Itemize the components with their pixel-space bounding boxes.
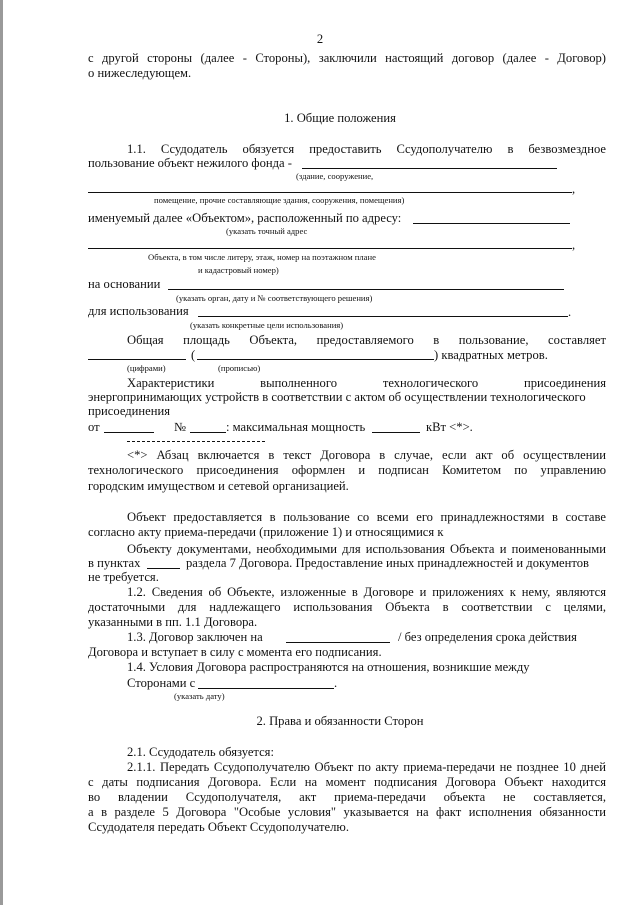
p13-line-1-a: 1.3. Договор заключен на [127, 630, 263, 644]
p12-line-3: указанными в пп. 1.1 Договора. [88, 615, 258, 629]
p211-line-3: во владении Ссудополучателя, акт приема-передачи объекта не составляется, [88, 790, 606, 804]
blank-tech-date[interactable] [104, 432, 154, 433]
p12-line-2: достаточными для надлежащего использования Объекта в соответствии с целями, [88, 600, 606, 614]
tech-from: от [88, 420, 100, 434]
blank-basis[interactable] [168, 289, 564, 290]
blank-contract-term[interactable] [286, 642, 390, 643]
blank-use[interactable] [198, 316, 568, 317]
p211-line-5: Ссудодателя передать Объект Ссудополучателю. [88, 820, 349, 834]
hint-basis: (указать орган, дату и № соответствующего решения) [176, 293, 373, 303]
area-paren-open: ( [191, 348, 196, 362]
comma-2: , [572, 238, 576, 252]
hint-building: (здание, сооружение, [296, 171, 374, 181]
p14-line-1: 1.4. Условия Договора распространяются на отношения, возникшие между [127, 660, 530, 674]
hint-object-1: Объекта, в том числе литеру, этаж, номер на поэтажном плане [148, 252, 376, 262]
page-number: 2 [316, 32, 324, 46]
footnote-line-1: <*> Абзац включается в текст Договора в случае, если акт об осуществлении [127, 448, 606, 462]
tech-line-2: энергопринимающих устройств в соответствии с актом об осуществлении технологического [88, 390, 586, 404]
p12-line-1: 1.2. Сведения об Объекте, изложенные в Договоре и приложениях к нему, являются [127, 585, 606, 599]
docs-line-2-a: в пунктах [88, 556, 141, 570]
dot-use: . [568, 305, 572, 319]
footnote-line-2: технологического присоединения оформлен и подписан Комитетом по управлению [88, 463, 606, 477]
blank-area-words[interactable] [197, 359, 434, 360]
hint-words: (прописью) [218, 363, 261, 373]
p14-line-2: Сторонами с [127, 676, 196, 690]
p14-dot: . [334, 676, 338, 690]
tech-power: : максимальная мощность [226, 420, 366, 434]
section-1-title: 1. Общие положения [284, 111, 396, 125]
p211-line-1: 2.1.1. Передать Ссудополучателю Объект по акту приема-передачи не позднее 10 дней [127, 760, 606, 774]
hint-use: (указать конкретные цели использования) [190, 320, 344, 330]
p11-line-1: 1.1. Ссудодатель обязуется предоставить Ссудополучателю в безвозмездное [127, 142, 606, 156]
blank-address[interactable] [413, 223, 570, 224]
footnote-separator [127, 441, 265, 442]
footnote-line-3: городским имуществом и сетевой организацией. [88, 479, 349, 493]
p211-line-2: с даты подписания Договора. Если на момент подписания Договора Объект находится [88, 775, 606, 789]
use-label: для использования [88, 304, 189, 318]
named-line: именуемый далее «Объектом», расположенный по адресу: [88, 211, 402, 225]
tech-line-1: Характеристики выполненного технологического присоединения [127, 376, 606, 390]
p21: 2.1. Ссудодатель обязуется: [127, 745, 274, 759]
p211-line-4: а в разделе 5 Договора "Особые условия" указывается на факт исполнения обязанности [88, 805, 606, 819]
hint-premises: помещение, прочие составляющие здания, сооружения, помещения) [154, 195, 405, 205]
blank-object[interactable] [302, 168, 557, 169]
hint-object-2: и кадастровый номер) [198, 265, 279, 275]
p13-line-1-b: / без определения срока действия [398, 630, 577, 644]
scan-edge [0, 0, 3, 905]
transfer-line-2: согласно акту приема-передачи (приложение 1) и относящимися к [88, 525, 444, 539]
blank-object-cont[interactable] [88, 192, 572, 193]
hint-date: (указать дату) [174, 691, 225, 701]
hint-digits: (цифрами) [127, 363, 166, 373]
blank-tech-number[interactable] [190, 432, 226, 433]
tech-kw: кВт <*>. [426, 420, 473, 434]
section-2-title: 2. Права и обязанности Сторон [256, 714, 424, 728]
area-line-2-end: ) квадратных метров. [434, 348, 548, 362]
p13-line-2: Договора и вступает в силу с момента его подписания. [88, 645, 382, 659]
area-line-1: Общая площадь Объекта, предоставляемого в пользование, составляет [127, 333, 606, 347]
blank-relations-date[interactable] [198, 688, 334, 689]
basis-label: на основании [88, 277, 161, 291]
tech-line-3: присоединения [88, 404, 170, 418]
transfer-line-1: Объект предоставляется в пользование со всеми его принадлежностями в составе [127, 510, 606, 524]
intro-line-1: с другой стороны (далее - Стороны), заключили настоящий договор (далее - Договор) [88, 51, 606, 65]
intro-line-2: о нижеследующем. [88, 66, 192, 80]
comma-1: , [572, 182, 576, 196]
docs-line-2-b: раздела 7 Договора. Предоставление иных принадлежностей и документов [186, 556, 589, 570]
p11-line-2: пользование объект нежилого фонда - [88, 156, 292, 170]
blank-docs-points[interactable] [147, 568, 180, 569]
blank-address-cont[interactable] [88, 248, 572, 249]
tech-no: № [174, 420, 187, 434]
docs-line-1: Объекту документами, необходимыми для использования Объекта и поименованными [127, 542, 606, 556]
hint-address: (указать точный адрес [226, 226, 308, 236]
blank-tech-power[interactable] [372, 432, 420, 433]
blank-area-digits[interactable] [88, 359, 186, 360]
docs-line-3: не требуется. [88, 570, 159, 584]
